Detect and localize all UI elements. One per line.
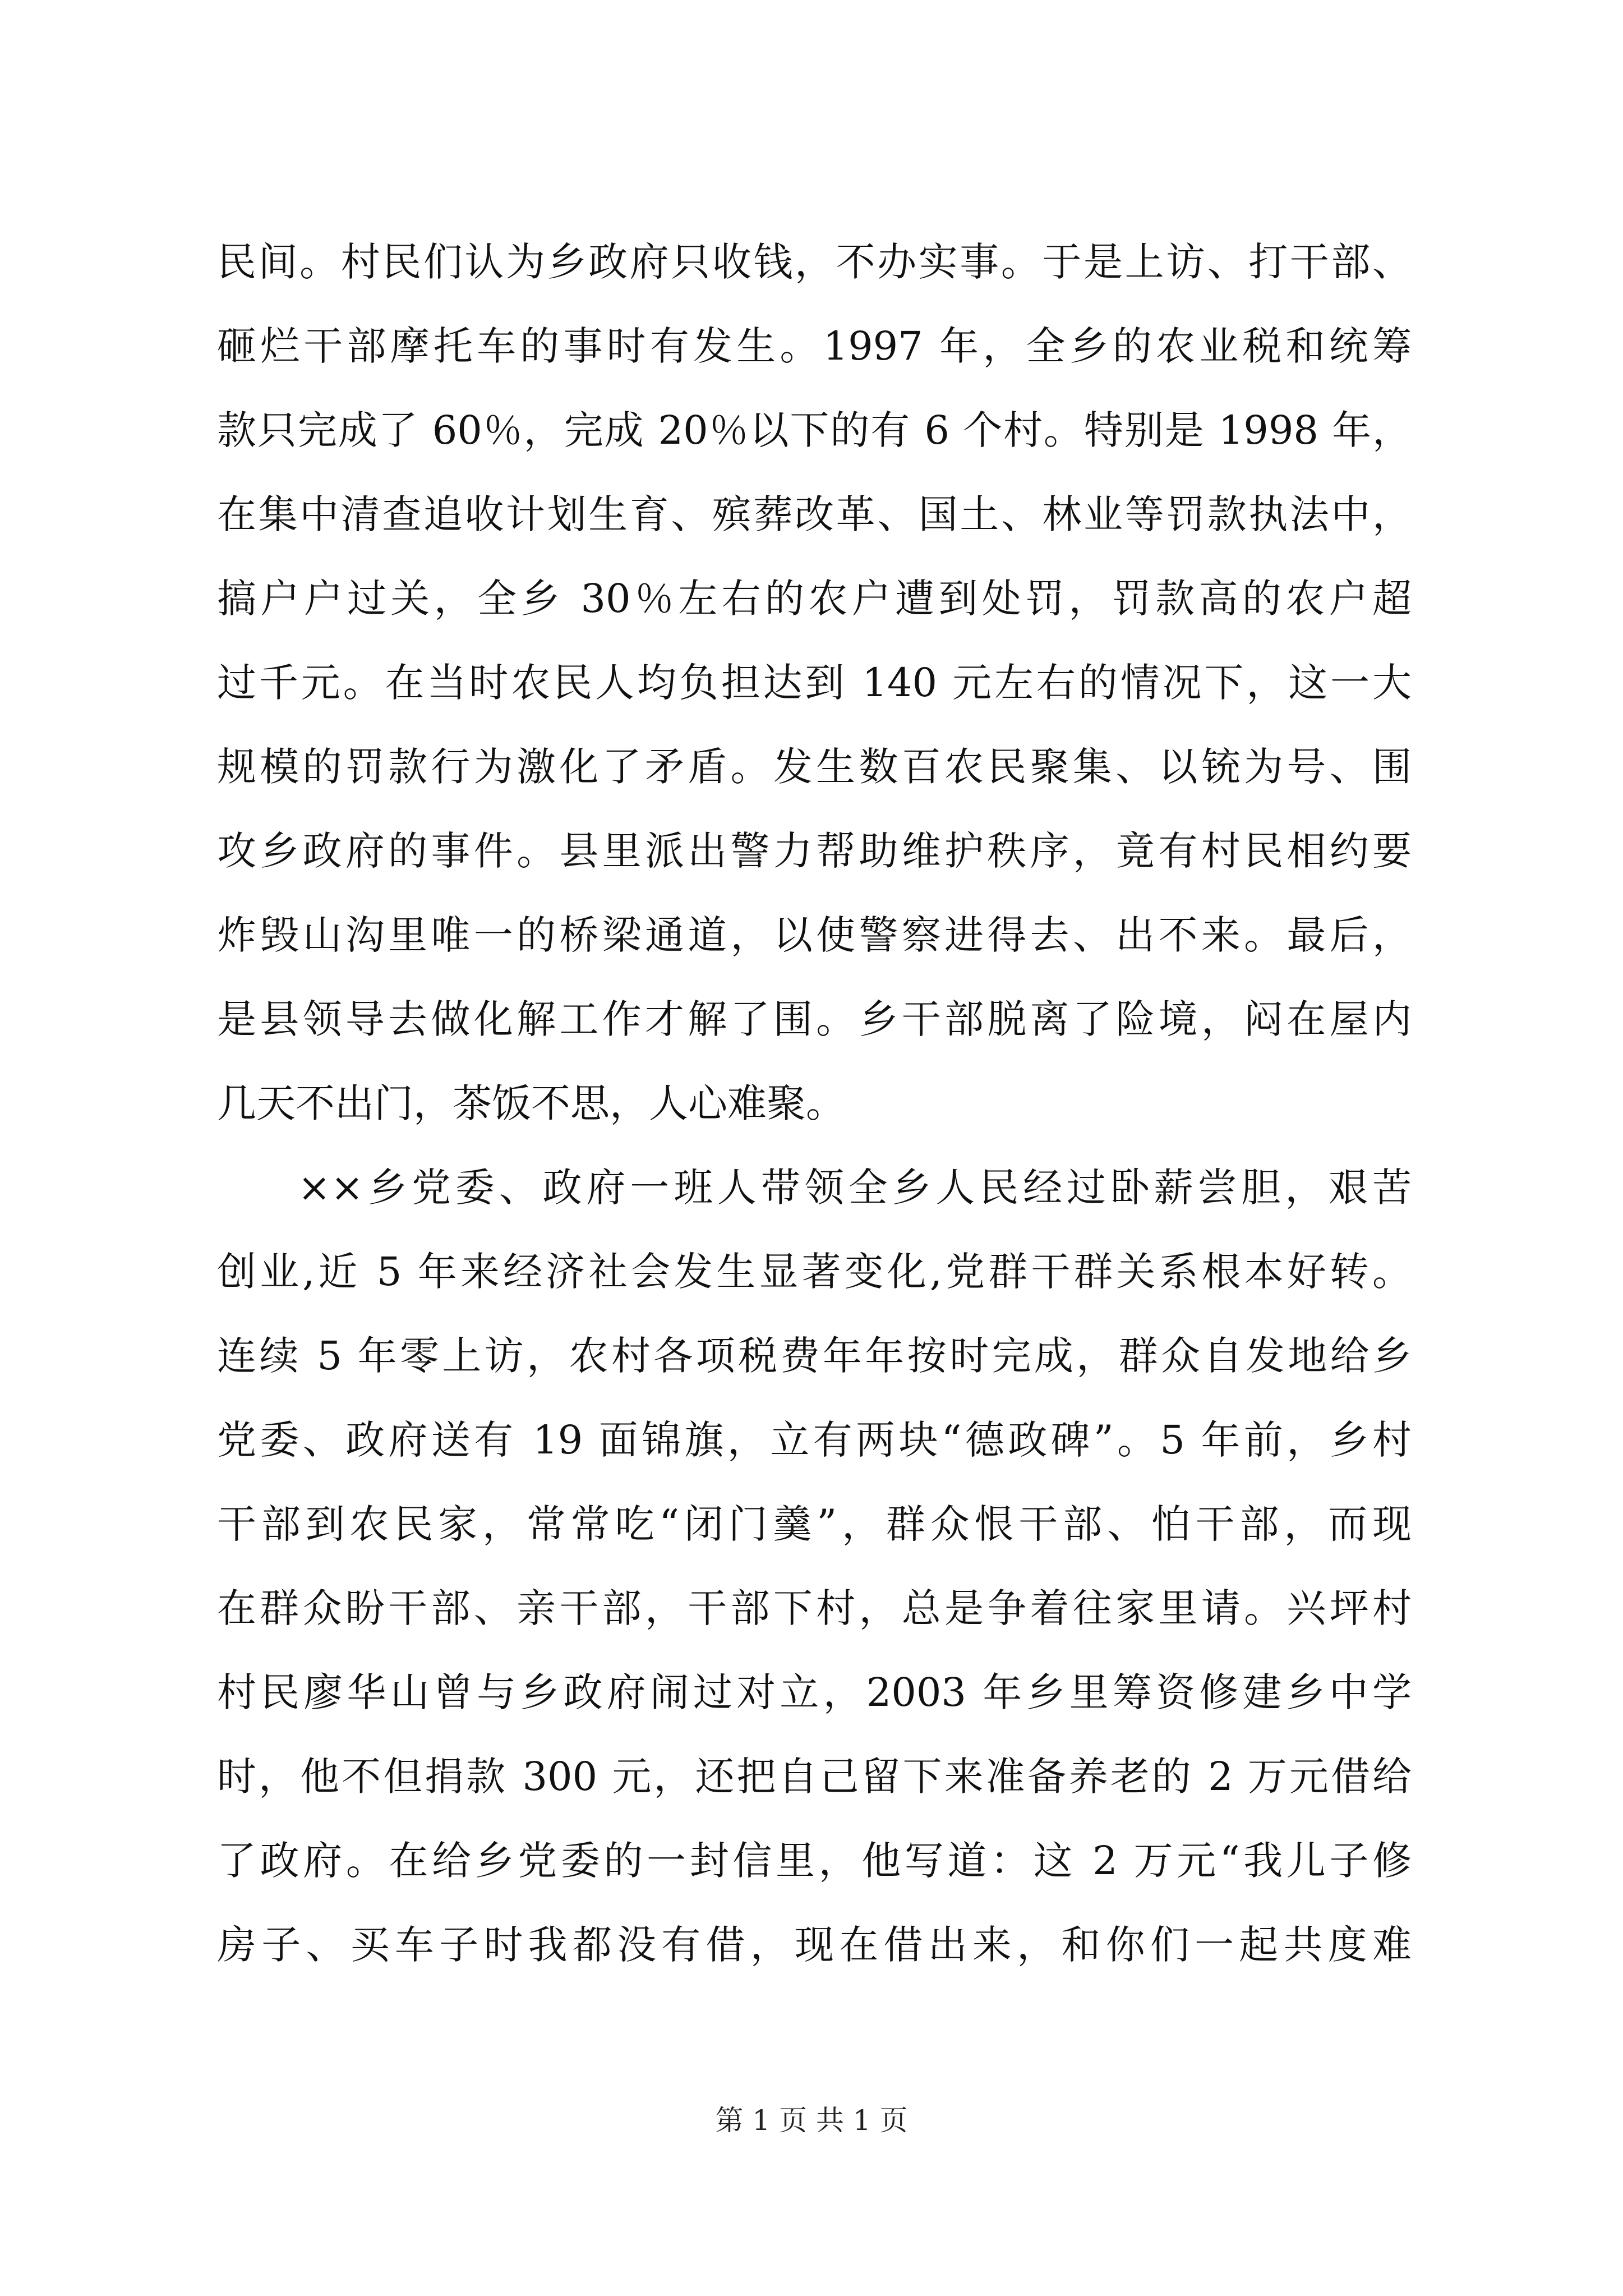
text-line: 搞户户过关，全乡 30％左右的农户遭到处罚，罚款高的农户超 bbox=[217, 576, 1412, 622]
text-line: 炸毁山沟里唯一的桥梁通道，以使警察进得去、出不来。最后， bbox=[217, 912, 1412, 958]
text-line: 村民廖华山曾与乡政府闹过对立，2003 年乡里筹资修建乡中学 bbox=[217, 1669, 1412, 1715]
text-line: 时，他不但捐款 300 元，还把自己留下来准备养老的 2 万元借给 bbox=[217, 1754, 1412, 1800]
text-line: 房子、买车子时我都没有借，现在借出来，和你们一起共度难 bbox=[217, 1922, 1412, 1968]
text-line: 了政府。在给乡党委的一封信里，他写道：这 2 万元“我儿子修 bbox=[217, 1838, 1412, 1884]
text-line: 砸烂干部摩托车的事时有发生。1997 年，全乡的农业税和统筹 bbox=[217, 323, 1412, 369]
document-body bbox=[217, 220, 1412, 1987]
text-line: 攻乡政府的事件。县里派出警力帮助维护秩序，竟有村民相约要 bbox=[217, 828, 1412, 874]
text-line: 规模的罚款行为激化了矛盾。发生数百农民聚集、以铳为号、围 bbox=[217, 744, 1412, 790]
text-line: 过千元。在当时农民人均负担达到 140 元左右的情况下，这一大 bbox=[217, 660, 1412, 706]
text-line: 是县领导去做化解工作才解了围。乡干部脱离了险境，闷在屋内 bbox=[217, 996, 1412, 1042]
text-line: 在群众盼干部、亲干部，干部下村，总是争着往家里请。兴坪村 bbox=[217, 1585, 1412, 1631]
paragraph-end-line: 几天不出门，茶饭不思，人心难聚。 bbox=[217, 1080, 845, 1126]
text-line: 款只完成了 60％，完成 20％以下的有 6 个村。特别是 1998 年， bbox=[217, 407, 1412, 453]
page-number-footer: 第 1 页 共 1 页 bbox=[715, 2104, 908, 2137]
paragraph-first-line: ××乡党委、政府一班人带领全乡人民经过卧薪尝胆，艰苦 bbox=[298, 1165, 1412, 1211]
text-line: 干部到农民家，常常吃“闭门羹”，群众恨干部、怕干部，而现 bbox=[217, 1501, 1412, 1547]
text-line: 连续 5 年零上访，农村各项税费年年按时完成，群众自发地给乡 bbox=[217, 1333, 1412, 1379]
text-line: 民间。村民们认为乡政府只收钱，不办实事。于是上访、打干部、 bbox=[217, 239, 1412, 285]
text-line: 党委、政府送有 19 面锦旗，立有两块“德政碑”。5 年前，乡村 bbox=[217, 1417, 1412, 1463]
text-line: 在集中清查追收计划生育、殡葬改革、国土、林业等罚款执法中， bbox=[217, 491, 1412, 537]
text-line: 创业,近 5 年来经济社会发生显著变化,党群干群关系根本好转。 bbox=[217, 1249, 1412, 1295]
